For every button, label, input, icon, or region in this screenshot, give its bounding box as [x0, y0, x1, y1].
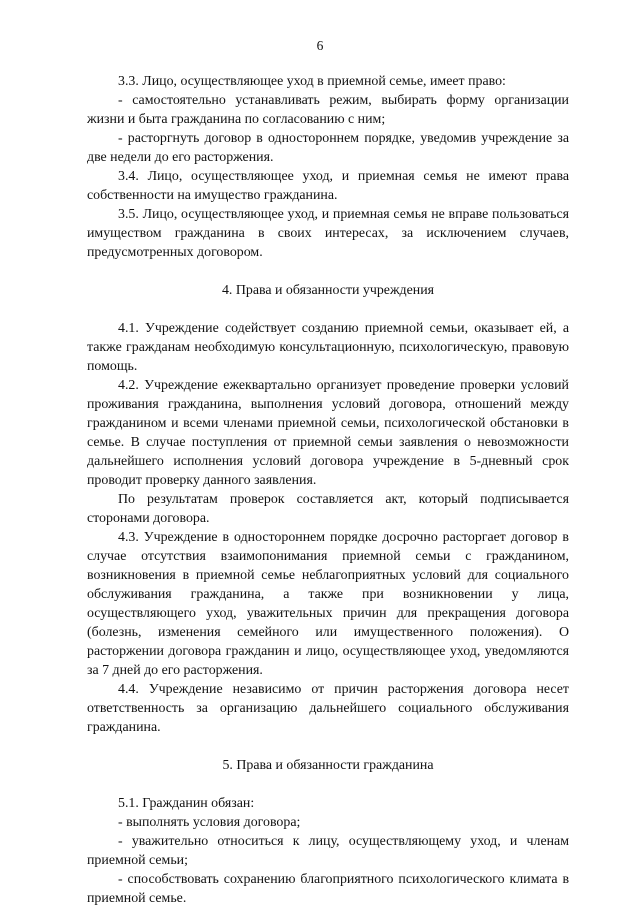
paragraph-3-4: 3.4. Лицо, осуществляющее уход, и приемная семья не имеют права собственности на имущество гражданина. [87, 169, 569, 203]
paragraph-4-4: 4.4. Учреждение независимо от причин расторжения договора несет ответственность за организацию дальнейшего социального обслуживания гражданина. [87, 682, 569, 735]
paragraph-5-1-item-3: - способствовать сохранению благоприятного психологического климата в приемной семье. [87, 872, 569, 906]
spacer [87, 262, 569, 281]
spacer [87, 775, 569, 794]
document-body [87, 72, 569, 908]
paragraph-4-2-act: По результатам проверок составляется акт, который подписывается сторонами договора. [87, 492, 569, 526]
spacer [87, 300, 569, 319]
paragraph-3-3: 3.3. Лицо, осуществляющее уход в приемной семье, имеет право: [118, 74, 506, 89]
paragraph-5-1-item-2: - уважительно относиться к лицу, осуществляющему уход, и членам приемной семьи; [87, 834, 569, 868]
paragraph-4-3: 4.3. Учреждение в одностороннем порядке досрочно расторгает договор в случае отсутствия взаимопонимания приемной семьи с гражданином, возникновения в приемной семье неблагоприятных условий для социального обслуживания гражданина, а также при возникновении у лица, осуществляющего уход, уважительных причин для прекращения договора (болезнь, изменения семейного или имущественного положения). О расторжении договора гражданин и лицо, осуществляющее уход, уведомляются за 7 дней до его расторжения. [87, 530, 569, 678]
paragraph-4-1: 4.1. Учреждение содействует созданию приемной семьи, оказывает ей, а также гражданам необходимую консультационную, психологическую, правовую помощь. [87, 321, 569, 374]
spacer [87, 737, 569, 756]
section-heading-4: 4. Права и обязанности учреждения [221, 283, 435, 298]
paragraph-3-3-item-1: - самостоятельно устанавливать режим, выбирать форму организации жизни и быта гражданина по согласованию с ним; [87, 93, 569, 127]
paragraph-5-1: 5.1. Гражданин обязан: [118, 796, 255, 811]
page-number: 6 [316, 38, 324, 53]
paragraph-5-1-item-1: - выполнять условия договора; [118, 815, 301, 830]
paragraph-3-3-item-2: - расторгнуть договор в одностороннем порядке, уведомив учреждение за две недели до его расторжения. [87, 131, 569, 165]
paragraph-3-5: 3.5. Лицо, осуществляющее уход, и приемная семья не вправе пользоваться имуществом гражданина в своих интересах, за исключением случаев, предусмотренных договором. [87, 207, 569, 260]
paragraph-4-2: 4.2. Учреждение ежеквартально организует проведение проверки условий проживания гражданина, выполнения условий договора, отношений между гражданином и всеми членами приемной семьи, психологической обстановки в семье. В случае поступления от приемной семьи заявления о невозможности дальнейшего исполнения условий договора учреждение в 5-дневный срок проводит проверку данного заявления. [87, 378, 569, 488]
section-heading-5: 5. Права и обязанности гражданина [222, 758, 434, 773]
